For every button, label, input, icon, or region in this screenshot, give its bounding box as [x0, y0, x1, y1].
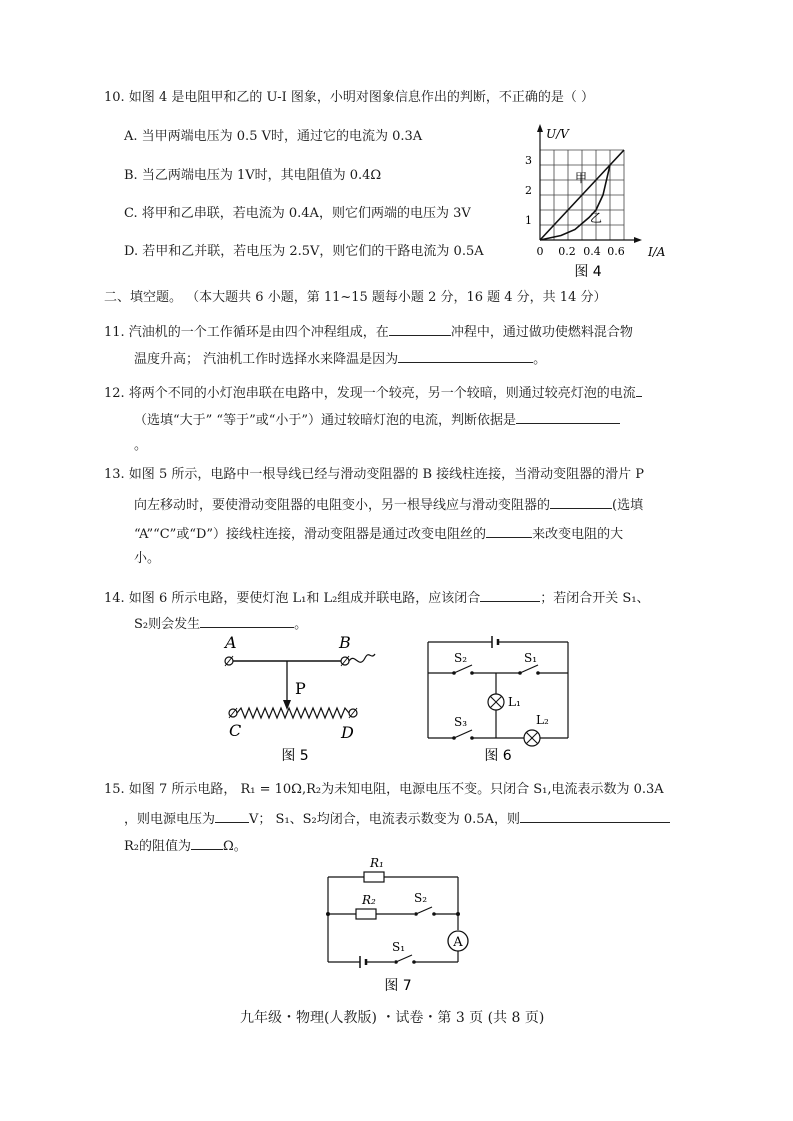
fig6-l2-label: L₂ — [536, 713, 549, 727]
q13-text-3: “A”“C”或“D”）接线柱连接，滑动变阻器是通过改变电阻丝的 — [134, 527, 487, 542]
fig4-y-label: U/V — [546, 127, 569, 141]
section2-title — [104, 290, 607, 306]
fig7-caption: 图 7 — [384, 978, 412, 994]
fig6-s1-blade — [520, 665, 538, 673]
q14-blank-2[interactable] — [200, 614, 294, 628]
fig4-x-tick-02: 0.2 — [558, 245, 576, 258]
q15-line3 — [124, 836, 247, 855]
q13-text-4: 来改变电阻的大 — [532, 527, 624, 542]
q12-blank-1[interactable] — [636, 383, 642, 397]
fig7-s2-label: S₂ — [414, 891, 428, 905]
fig4-x-label: I/A — [648, 245, 666, 259]
fig7-resistor-r2 — [356, 909, 376, 919]
fig4-y-tick-2: 2 — [525, 184, 532, 197]
q13-blank-2[interactable] — [486, 524, 532, 538]
figure-4-ui-graph — [510, 122, 670, 282]
q11-line1 — [104, 322, 633, 341]
q11-blank-1[interactable] — [389, 322, 451, 336]
fig7-junction-right — [456, 912, 460, 916]
q13-line3 — [134, 524, 623, 543]
q13-line1: 13. 如图 5 所示，电路中一根导线已经与滑动变阻器的 B 接线柱连接，当滑动变阻器的滑片 P — [104, 467, 645, 482]
q13-text-1: 向左移动时，要使滑动变阻器的电阻变小，另一根导线应与滑动变阻器的 — [134, 498, 551, 513]
fig7-s1-blade — [396, 955, 412, 962]
q12-line2 — [134, 410, 620, 429]
fig4-x-arrow — [634, 237, 642, 243]
q15-blank-3[interactable] — [191, 836, 223, 850]
fig4-curve-jia-label: 甲 — [575, 171, 588, 185]
fig4-curve-yi-label: 乙 — [590, 211, 603, 225]
q12-blank-2[interactable] — [516, 410, 620, 424]
fig7-s1-label: S₁ — [392, 940, 406, 954]
q13-blank-1[interactable] — [550, 495, 612, 509]
q14-text-4: 。 — [294, 617, 308, 632]
q15-line2 — [124, 809, 670, 828]
section2-heading: 二、填空题。 — [104, 290, 183, 305]
q13-line4: 小。 — [134, 551, 161, 566]
q15-text-1: ，则电源电压为 — [124, 812, 216, 827]
fig4-x-tick-04: 0.4 — [583, 245, 601, 258]
q15-blank-1[interactable] — [215, 809, 249, 823]
q15-text-2: V； S₁、S₂均闭合，电流表示数变为 0.5A，则 — [249, 812, 520, 827]
q11-text-2: 冲程中，通过做功使燃料混合物 — [450, 325, 633, 340]
figure-6-circuit — [420, 630, 580, 765]
q10-option-c: C. 将甲和乙串联，若电流为 0.4A，则它们两端的电压为 3V — [124, 206, 471, 221]
fig6-s2-label: S₂ — [454, 651, 468, 665]
fig4-y-arrow — [537, 124, 543, 132]
q11-blank-2[interactable] — [398, 349, 533, 363]
figure-7-circuit — [320, 852, 470, 997]
q11-text-4: 。 — [533, 352, 547, 367]
q13-line2 — [134, 495, 643, 514]
fig7-s2-blade — [416, 907, 432, 914]
fig4-y-tick-1: 1 — [525, 214, 532, 227]
section2-note: （本大题共 6 小题，第 11~15 题每小题 2 分，16 题 4 分，共 14 分） — [186, 290, 607, 305]
fig6-s1-label: S₁ — [524, 651, 538, 665]
q14-text-3: S₂则会发生 — [134, 617, 201, 632]
q14-text-2: ；若闭合开关 S₁、 — [540, 591, 650, 606]
fig4-y-tick-3: 3 — [525, 154, 532, 167]
q12-line1 — [104, 383, 642, 402]
fig6-caption: 图 6 — [484, 748, 512, 764]
q13-text-2: (选填 — [612, 498, 644, 513]
fig6-l1-label: L₁ — [508, 695, 521, 709]
q11-text-1: 11. 汽油机的一个工作循环是由四个冲程组成，在 — [104, 325, 389, 340]
q15-text-3: R₂的阻值为 — [124, 839, 191, 854]
q15-text-4: Ω。 — [223, 839, 247, 854]
fig7-r1-label: R₁ — [370, 856, 384, 870]
fig5-label-b: B — [339, 633, 351, 652]
fig6-s2-blade — [454, 665, 472, 673]
fig5-label-d: D — [341, 723, 354, 742]
q10-option-a: A. 当甲两端电压为 0.5 V时，通过它的电流为 0.3A — [124, 129, 423, 144]
fig5-caption: 图 5 — [281, 748, 309, 764]
q14-blank-1[interactable] — [480, 588, 540, 602]
fig7-r2-label: R₂ — [362, 893, 376, 907]
fig7-ammeter-label: A — [453, 935, 463, 950]
q12-text-1: 12. 将两个不同的小灯泡串联在电路中，发现一个较亮，另一个较暗，则通过较亮灯泡的电流 — [104, 386, 636, 401]
fig7-resistor-r1 — [364, 872, 384, 882]
q12-line3: 。 — [134, 438, 148, 453]
q14-text-1: 14. 如图 6 所示电路，要使灯泡 L₁和 L₂组成并联电路，应该闭合 — [104, 591, 481, 606]
fig5-resistance-coil — [237, 708, 349, 718]
q10-option-b: B. 当乙两端电压为 1V时，其电阻值为 0.4Ω — [124, 168, 382, 183]
q12-text-2: （选填“大于” “等于”或“小于”）通过较暗灯泡的电流，判断依据是 — [134, 413, 517, 428]
q11-text-3: 温度升高； 汽油机工作时选择水来降温是因为 — [134, 352, 399, 367]
page-footer: 九年级・物理(人教版) ・试卷・第 3 页 (共 8 页) — [240, 1010, 545, 1026]
q14-line1 — [104, 588, 650, 607]
q15-line1: 15. 如图 7 所示电路， R₁ = 10Ω,R₂为未知电阻，电源电压不变。只闭合 S₁,电流表示数为 0.3A — [104, 782, 664, 797]
fig4-x-tick-06: 0.6 — [607, 245, 625, 258]
fig5-label-p: P — [295, 679, 306, 698]
fig6-s3-label: S₃ — [454, 715, 468, 729]
fig5-wire-b — [349, 654, 375, 662]
fig6-s3-blade — [454, 730, 472, 738]
fig5-label-c: C — [229, 721, 242, 740]
figure-5-rheostat — [215, 630, 385, 765]
fig4-caption: 图 4 — [574, 264, 602, 280]
fig4-x-tick-0: 0 — [536, 245, 544, 258]
q15-blank-2[interactable] — [520, 809, 670, 823]
q10-option-d: D. 若甲和乙并联，若电压为 2.5V，则它们的干路电流为 0.5A — [124, 244, 484, 259]
q10-stem: 10. 如图 4 是电阻甲和乙的 U-I 图象，小明对图象信息作出的判断，不正确的是（ ） — [104, 90, 594, 105]
q11-line2 — [134, 349, 546, 368]
fig5-label-a: A — [225, 633, 237, 652]
